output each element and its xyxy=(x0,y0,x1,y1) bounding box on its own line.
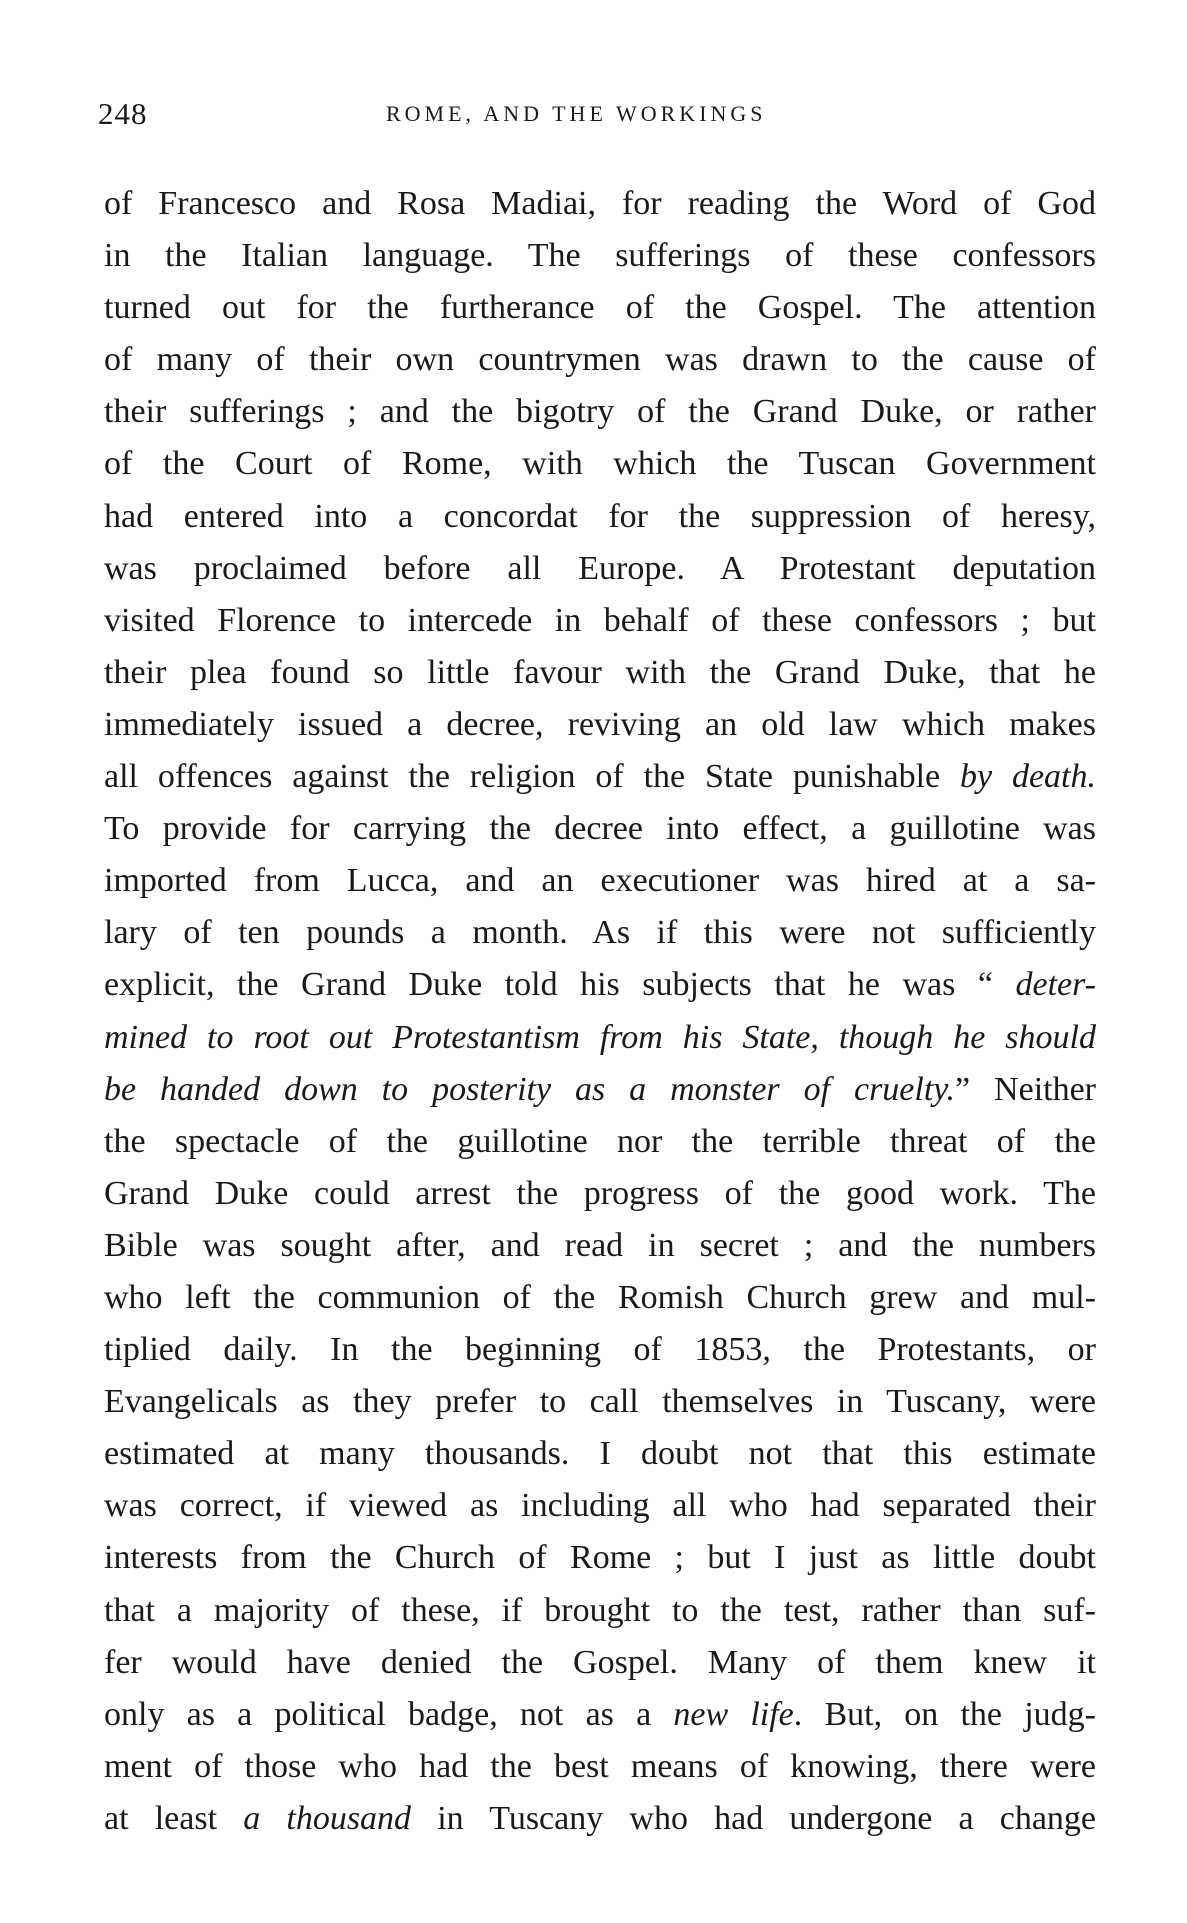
text-run: in the Italian language. The sufferings of these confessors xyxy=(104,237,1096,275)
text-run: only as a political badge, not as a xyxy=(104,1695,674,1733)
text-line xyxy=(104,1168,1096,1220)
running-title: ROME, AND THE WORKINGS xyxy=(386,101,767,126)
text-line xyxy=(104,1741,1096,1793)
text-line xyxy=(104,491,1096,543)
text-run: explicit, the Grand Duke told his subjects that he was “ xyxy=(104,966,1016,1004)
italic-text: deter- xyxy=(1015,966,1096,1004)
text-run: ” Neither xyxy=(955,1070,1096,1108)
text-run: that a majority of these, if brought to the test, rather than suf- xyxy=(104,1591,1096,1629)
text-line xyxy=(104,334,1096,386)
text-run: turned out for the furtherance of the Gospel. The attention xyxy=(104,289,1096,327)
text-run: visited Florence to intercede in behalf of these confessors ; but xyxy=(104,601,1096,639)
text-run: all offences against the religion of the State punishable xyxy=(104,758,960,796)
text-line xyxy=(104,1116,1096,1168)
text-run: at least xyxy=(104,1799,244,1837)
text-line xyxy=(104,803,1096,855)
text-run: immediately issued a decree, reviving an old law which makes xyxy=(104,705,1096,743)
text-run: had entered into a concordat for the suppression of heresy, xyxy=(104,497,1096,535)
text-line xyxy=(104,855,1096,907)
text-run: in Tuscany who had undergone a change xyxy=(411,1799,1096,1837)
text-run: imported from Lucca, and an executioner was hired at a sa- xyxy=(104,862,1096,900)
text-line xyxy=(104,647,1096,699)
text-line xyxy=(104,595,1096,647)
text-line xyxy=(104,438,1096,490)
text-run: estimated at many thousands. I doubt not that this estimate xyxy=(104,1435,1096,1473)
text-line xyxy=(104,386,1096,438)
text-line xyxy=(104,1220,1096,1272)
text-line xyxy=(104,1689,1096,1741)
text-line xyxy=(104,543,1096,595)
text-line xyxy=(104,1376,1096,1428)
running-head xyxy=(98,96,1093,136)
text-line xyxy=(104,1793,1096,1845)
italic-text: a thousand xyxy=(243,1799,412,1837)
text-run: lary of ten pounds a month. As if this were not sufficiently xyxy=(104,914,1096,952)
text-line xyxy=(104,230,1096,282)
text-line xyxy=(104,1637,1096,1689)
text-run: interests from the Church of Rome ; but I just as little doubt xyxy=(104,1539,1096,1577)
page-number: 248 xyxy=(98,96,148,131)
text-run: who left the communion of the Romish Church grew and mul- xyxy=(104,1278,1096,1316)
text-line xyxy=(104,1585,1096,1637)
text-run: was correct, if viewed as including all who had separated their xyxy=(104,1487,1096,1525)
text-run: their plea found so little favour with the Grand Duke, that he xyxy=(104,653,1096,691)
text-run: the spectacle of the guillotine nor the terrible threat of the xyxy=(104,1122,1096,1160)
text-run: Grand Duke could arrest the progress of the good work. The xyxy=(104,1174,1096,1212)
italic-text: be handed down to posterity as a monster of cruelty. xyxy=(104,1070,956,1108)
italic-text: by death. xyxy=(960,758,1096,796)
text-run: Bible was sought after, and read in secret ; and the numbers xyxy=(104,1226,1096,1264)
text-line xyxy=(104,699,1096,751)
text-line xyxy=(104,907,1096,959)
text-run: of Francesco and Rosa Madiai, for reading the Word of God xyxy=(104,185,1096,222)
text-line xyxy=(104,282,1096,334)
text-run: of many of their own countrymen was drawn to the cause of xyxy=(104,341,1096,379)
italic-text: new life xyxy=(673,1695,794,1733)
text-line xyxy=(104,178,1096,230)
text-line xyxy=(104,751,1096,803)
text-line xyxy=(104,1532,1096,1584)
text-line xyxy=(104,959,1096,1011)
text-line xyxy=(104,1428,1096,1480)
text-line xyxy=(104,1064,1096,1116)
text-run: their sufferings ; and the bigotry of the Grand Duke, or rather xyxy=(104,393,1096,431)
text-run: ment of those who had the best means of knowing, there were xyxy=(104,1747,1096,1785)
italic-text: mined to root out Protestantism from his State, though he should xyxy=(104,1018,1096,1056)
text-line xyxy=(104,1272,1096,1324)
text-line xyxy=(104,1012,1096,1064)
text-line xyxy=(104,1324,1096,1376)
text-run: . But, on the judg- xyxy=(793,1695,1096,1733)
text-run: was proclaimed before all Europe. A Protestant deputation xyxy=(104,549,1096,587)
text-line xyxy=(104,1480,1096,1532)
text-run: of the Court of Rome, with which the Tuscan Government xyxy=(104,445,1096,483)
body-text xyxy=(104,178,1096,1845)
text-run: tiplied daily. In the beginning of 1853, the Protestants, or xyxy=(104,1331,1096,1369)
text-run: fer would have denied the Gospel. Many of them knew it xyxy=(104,1643,1096,1681)
text-run: Evangelicals as they prefer to call themselves in Tuscany, were xyxy=(104,1383,1096,1421)
text-run: To provide for carrying the decree into effect, a guillotine was xyxy=(104,810,1096,848)
